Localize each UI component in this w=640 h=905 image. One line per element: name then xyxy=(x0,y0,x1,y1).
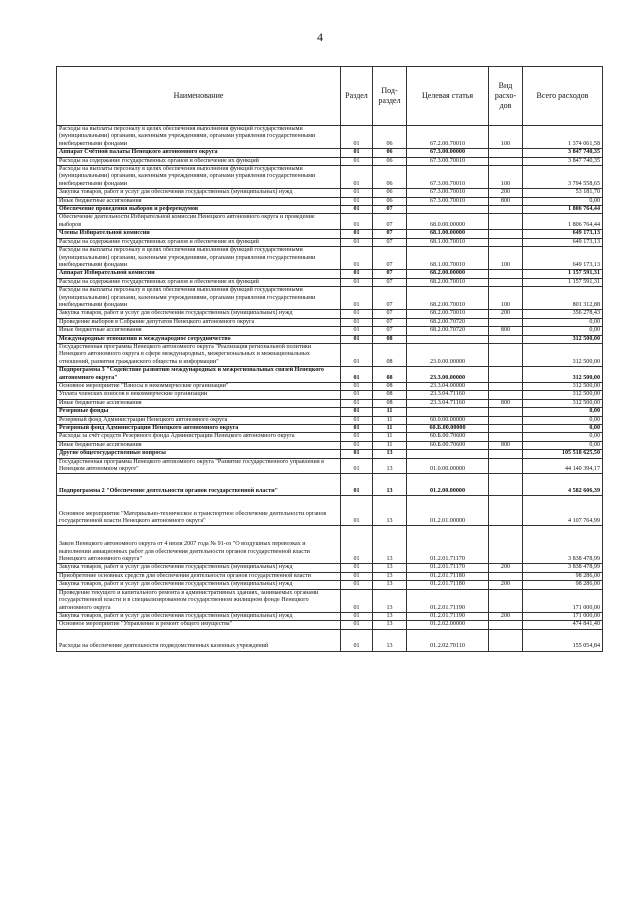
row-name: Основное мероприятие "Взносы в некоммерческие организации" xyxy=(57,383,341,391)
row-name: Закупка товаров, работ и услуг для обеспечения государственных (муниципальных) нужд xyxy=(57,564,341,572)
row-statya: 60.Б.00.70600 xyxy=(407,433,489,441)
row-vid xyxy=(489,157,523,165)
row-podrazdel: 08 xyxy=(373,399,407,407)
row-podrazdel: 11 xyxy=(373,433,407,441)
header-name: Наименование xyxy=(57,67,341,126)
row-vid: 800 xyxy=(489,197,523,205)
row-podrazdel: 06 xyxy=(373,166,407,189)
row-razdel: 01 xyxy=(341,166,373,189)
row-total: 801 312,88 xyxy=(523,287,603,310)
row-statya: 67.3.00.70010 xyxy=(407,157,489,165)
row-total: 3 847 740,35 xyxy=(523,157,603,165)
row-vid xyxy=(489,526,523,564)
row-podrazdel: 08 xyxy=(373,335,407,343)
row-name: Иные бюджетные ассигнования xyxy=(57,441,341,449)
row-podrazdel: 13 xyxy=(373,589,407,612)
page-number: 4 xyxy=(317,30,323,44)
row-vid xyxy=(489,149,523,157)
row-statya: 23.3.04.71160 xyxy=(407,399,489,407)
row-statya: 01.2.00.00000 xyxy=(407,474,489,496)
table-row xyxy=(57,441,603,449)
row-vid xyxy=(489,589,523,612)
row-name: Резервный фонд Администрации Ненецкого автономного округа xyxy=(57,425,341,433)
row-razdel: 01 xyxy=(341,149,373,157)
row-total: 0,00 xyxy=(523,327,603,335)
row-vid: 800 xyxy=(489,327,523,335)
table-row xyxy=(57,589,603,612)
row-statya: 23.3.04.71160 xyxy=(407,391,489,399)
row-name: Основное мероприятие "Материально-техническое и транспортное обеспечение деятельности органов государственной власти Ненецкого автономного округа" xyxy=(57,496,341,526)
row-podrazdel: 08 xyxy=(373,391,407,399)
row-statya: 01.2.01.71190 xyxy=(407,612,489,620)
row-razdel: 01 xyxy=(341,496,373,526)
row-total: 4 582 606,39 xyxy=(523,474,603,496)
row-vid xyxy=(489,230,523,238)
table-row xyxy=(57,496,603,526)
row-total: 171 000,00 xyxy=(523,589,603,612)
row-razdel: 01 xyxy=(341,621,373,629)
row-total: 312 500,00 xyxy=(523,367,603,383)
row-podrazdel: 08 xyxy=(373,383,407,391)
table-row xyxy=(57,629,603,651)
expenses-table xyxy=(56,66,603,652)
row-name: Обеспечение деятельности Избирательной комиссии Ненецкого автономного округа и проведение выборов xyxy=(57,214,341,230)
row-vid xyxy=(489,408,523,416)
row-total: 98 286,00 xyxy=(523,572,603,580)
row-total: 105 518 625,50 xyxy=(523,450,603,458)
row-vid xyxy=(489,450,523,458)
row-podrazdel: 07 xyxy=(373,278,407,286)
row-total: 53 181,70 xyxy=(523,189,603,197)
row-podrazdel: 07 xyxy=(373,327,407,335)
table-row xyxy=(57,327,603,335)
row-razdel: 01 xyxy=(341,157,373,165)
row-total: 312 500,00 xyxy=(523,399,603,407)
row-podrazdel: 06 xyxy=(373,157,407,165)
table-row xyxy=(57,238,603,246)
row-statya: 60.Б.00.70600 xyxy=(407,441,489,449)
header-podrazdel: Под-раздел xyxy=(373,67,407,126)
row-name: Проведение выборов в Собрание депутатов Ненецкого автономного округа xyxy=(57,318,341,326)
row-name: Международные отношения и международное сотрудничество xyxy=(57,335,341,343)
row-vid xyxy=(489,278,523,286)
row-razdel: 01 xyxy=(341,526,373,564)
row-name: Проведение текущего и капитального ремонта в административных зданиях, занимаемых органами государственной власти и в специализированном государственном жилищном фонде Ненецкого автономного округа xyxy=(57,589,341,612)
row-podrazdel: 06 xyxy=(373,189,407,197)
row-razdel: 01 xyxy=(341,441,373,449)
row-total: 4 107 764,99 xyxy=(523,496,603,526)
table-row xyxy=(57,343,603,366)
row-total: 3 847 740,35 xyxy=(523,149,603,157)
row-name: Расходы на содержание государственных органов и обеспечение их функций xyxy=(57,278,341,286)
row-total: 0,00 xyxy=(523,318,603,326)
row-vid xyxy=(489,474,523,496)
table-row xyxy=(57,287,603,310)
row-total: 649 173,13 xyxy=(523,247,603,270)
row-statya: 60.0.00.00000 xyxy=(407,416,489,424)
row-name: Резервный фонд Администрации Ненецкого автономного округа xyxy=(57,416,341,424)
row-podrazdel: 07 xyxy=(373,287,407,310)
row-vid xyxy=(489,458,523,474)
table-row xyxy=(57,197,603,205)
row-razdel: 01 xyxy=(341,230,373,238)
row-name: Расходы на выплаты персоналу в целях обеспечения выполнения функций государственными (муниципальными) органами, казенными учреждениями, органами управления государственными внебюджетными фондами xyxy=(57,166,341,189)
row-podrazdel: 13 xyxy=(373,496,407,526)
row-podrazdel: 13 xyxy=(373,629,407,651)
row-razdel: 01 xyxy=(341,247,373,270)
row-vid xyxy=(489,270,523,278)
row-name: Расходы за счёт средств Резервного фонда Администрации Ненецкого автономного округа xyxy=(57,433,341,441)
row-total: 155 054,84 xyxy=(523,629,603,651)
row-podrazdel: 07 xyxy=(373,214,407,230)
row-podrazdel: 08 xyxy=(373,367,407,383)
row-vid xyxy=(489,343,523,366)
row-name: Закупка товаров, работ и услуг для обеспечения государственных (муниципальных) нужд xyxy=(57,581,341,589)
table-row xyxy=(57,450,603,458)
row-razdel: 01 xyxy=(341,189,373,197)
row-total: 0,00 xyxy=(523,416,603,424)
row-vid: 200 xyxy=(489,310,523,318)
row-name: Аппарат Избирательной комиссии xyxy=(57,270,341,278)
row-name: Уплата членских взносов в некоммерческие организации xyxy=(57,391,341,399)
row-podrazdel: 06 xyxy=(373,126,407,149)
row-statya: 68.2.00.70720 xyxy=(407,327,489,335)
row-name: Иные бюджетные ассигнования xyxy=(57,399,341,407)
row-statya: 01.2.01.71180 xyxy=(407,572,489,580)
row-name: Расходы на содержание государственных органов и обеспечение их функций xyxy=(57,238,341,246)
row-vid: 200 xyxy=(489,189,523,197)
row-total: 312 500,00 xyxy=(523,383,603,391)
row-vid xyxy=(489,238,523,246)
table-row xyxy=(57,318,603,326)
row-statya: 01.2.01.71170 xyxy=(407,564,489,572)
row-podrazdel: 13 xyxy=(373,564,407,572)
table-row xyxy=(57,270,603,278)
row-razdel: 01 xyxy=(341,270,373,278)
row-podrazdel: 13 xyxy=(373,474,407,496)
row-statya: 60.Б.00.00000 xyxy=(407,425,489,433)
row-podrazdel: 13 xyxy=(373,450,407,458)
row-total: 3 838 478,99 xyxy=(523,564,603,572)
row-statya xyxy=(407,408,489,416)
row-statya: 01.2.01.71180 xyxy=(407,581,489,589)
row-name: Иные бюджетные ассигнования xyxy=(57,327,341,335)
row-vid xyxy=(489,214,523,230)
row-statya: 67.3.00.70010 xyxy=(407,166,489,189)
table-row xyxy=(57,526,603,564)
row-razdel: 01 xyxy=(341,433,373,441)
row-podrazdel: 13 xyxy=(373,572,407,580)
row-statya: 68.2.00.00000 xyxy=(407,270,489,278)
row-razdel: 01 xyxy=(341,238,373,246)
table-row xyxy=(57,189,603,197)
row-statya: 01.0.00.00000 xyxy=(407,458,489,474)
row-razdel: 01 xyxy=(341,343,373,366)
row-razdel: 01 xyxy=(341,278,373,286)
row-podrazdel: 13 xyxy=(373,458,407,474)
row-total: 356 278,43 xyxy=(523,310,603,318)
row-vid xyxy=(489,335,523,343)
row-name: Приобретение основных средств для обеспечения деятельности органов государственной власти xyxy=(57,572,341,580)
row-razdel: 01 xyxy=(341,197,373,205)
row-vid xyxy=(489,206,523,214)
row-podrazdel: 13 xyxy=(373,526,407,564)
row-razdel: 01 xyxy=(341,287,373,310)
table-row xyxy=(57,278,603,286)
row-total: 1 374 061,58 xyxy=(523,126,603,149)
row-name: Расходы на выплаты персоналу в целях обеспечения выполнения функций государственными (муниципальными) органами, казенными учреждениями, органами управления государственными внебюджетными фондами xyxy=(57,287,341,310)
row-statya: 68.2.00.70010 xyxy=(407,287,489,310)
row-name: Закон Ненецкого автономного округа от 4 июля 2007 года № 91-оз "О воздушных перевозках и выполнении авиационных работ для обеспечения деятельности органов государственной власти Ненецкого автономного округа" xyxy=(57,526,341,564)
row-vid: 100 xyxy=(489,166,523,189)
row-podrazdel: 11 xyxy=(373,408,407,416)
row-podrazdel: 13 xyxy=(373,621,407,629)
table-row xyxy=(57,166,603,189)
row-statya: 67.3.00.70010 xyxy=(407,197,489,205)
row-razdel: 01 xyxy=(341,327,373,335)
row-name: Члены Избирательной комиссии xyxy=(57,230,341,238)
table-row xyxy=(57,458,603,474)
row-total: 1 806 764,44 xyxy=(523,214,603,230)
row-name: Обеспечение проведения выборов и референдумов xyxy=(57,206,341,214)
row-vid xyxy=(489,572,523,580)
row-statya: 01.2.02.70110 xyxy=(407,629,489,651)
row-total: 98 286,00 xyxy=(523,581,603,589)
row-vid xyxy=(489,383,523,391)
row-razdel: 01 xyxy=(341,206,373,214)
row-name: Государственная программа Ненецкого автономного округа "Развитие государственного управления в Ненецком автономном округе" xyxy=(57,458,341,474)
row-razdel: 01 xyxy=(341,589,373,612)
row-razdel: 01 xyxy=(341,310,373,318)
row-vid: 100 xyxy=(489,287,523,310)
row-statya: 23.0.00.00000 xyxy=(407,343,489,366)
row-podrazdel: 13 xyxy=(373,581,407,589)
row-podrazdel: 07 xyxy=(373,270,407,278)
row-statya: 67.3.00.00000 xyxy=(407,149,489,157)
row-podrazdel: 11 xyxy=(373,441,407,449)
table-row xyxy=(57,408,603,416)
row-razdel: 01 xyxy=(341,581,373,589)
row-statya: 01.2.01.71190 xyxy=(407,589,489,612)
row-vid: 200 xyxy=(489,612,523,620)
row-statya: 01.2.01.71170 xyxy=(407,526,489,564)
row-total: 171 000,00 xyxy=(523,612,603,620)
row-total: 1 157 591,31 xyxy=(523,270,603,278)
table-row xyxy=(57,416,603,424)
row-statya: 68.1.00.00000 xyxy=(407,230,489,238)
table-row xyxy=(57,214,603,230)
row-total: 0,00 xyxy=(523,408,603,416)
row-name: Иные бюджетные ассигнования xyxy=(57,197,341,205)
table-row xyxy=(57,399,603,407)
row-total: 44 140 394,17 xyxy=(523,458,603,474)
row-razdel: 01 xyxy=(341,564,373,572)
row-total: 1 806 764,44 xyxy=(523,206,603,214)
row-name: Расходы на выплаты персоналу в целях обеспечения выполнения функций государственными (муниципальными) органами, казенными учреждениями, органами управления государственными внебюджетными фондами xyxy=(57,247,341,270)
row-podrazdel: 07 xyxy=(373,247,407,270)
table-row xyxy=(57,612,603,620)
row-razdel: 01 xyxy=(341,458,373,474)
row-statya: 67.3.00.70010 xyxy=(407,189,489,197)
row-razdel: 01 xyxy=(341,612,373,620)
header-total: Всего расходов xyxy=(523,67,603,126)
header-vid: Вид расхо-дов xyxy=(489,67,523,126)
table-row xyxy=(57,335,603,343)
row-podrazdel: 08 xyxy=(373,343,407,366)
row-podrazdel: 06 xyxy=(373,197,407,205)
table-row xyxy=(57,230,603,238)
row-statya xyxy=(407,450,489,458)
row-podrazdel: 11 xyxy=(373,425,407,433)
row-total: 312 500,00 xyxy=(523,343,603,366)
table-header-row xyxy=(57,67,603,126)
row-total: 3 838 478,99 xyxy=(523,526,603,564)
row-razdel: 01 xyxy=(341,416,373,424)
row-statya xyxy=(407,335,489,343)
table-row xyxy=(57,149,603,157)
row-statya: 68.2.00.70010 xyxy=(407,278,489,286)
row-podrazdel: 07 xyxy=(373,310,407,318)
table-row xyxy=(57,126,603,149)
row-vid: 800 xyxy=(489,399,523,407)
row-razdel: 01 xyxy=(341,367,373,383)
table-row xyxy=(57,572,603,580)
row-vid: 800 xyxy=(489,441,523,449)
row-statya: 68.2.00.70010 xyxy=(407,310,489,318)
row-total: 649 173,13 xyxy=(523,238,603,246)
row-statya: 23.3.00.00000 xyxy=(407,367,489,383)
table-row xyxy=(57,425,603,433)
table-row xyxy=(57,391,603,399)
row-name: Аппарат Счётной палаты Ненецкого автономного округа xyxy=(57,149,341,157)
row-total: 0,00 xyxy=(523,197,603,205)
row-name: Государственная программа Ненецкого автономного округа "Реализация региональной политики Ненецкого автономного округа в сфере международных, межрегиональных и межнациональных отношений, развития гражданского общества и информации" xyxy=(57,343,341,366)
row-total: 3 794 558,65 xyxy=(523,166,603,189)
row-vid xyxy=(489,318,523,326)
row-razdel: 01 xyxy=(341,399,373,407)
row-vid xyxy=(489,391,523,399)
row-podrazdel: 11 xyxy=(373,416,407,424)
row-razdel: 01 xyxy=(341,214,373,230)
row-statya xyxy=(407,206,489,214)
row-name: Другие общегосударственные вопросы xyxy=(57,450,341,458)
row-vid xyxy=(489,621,523,629)
row-name: Подпрограмма 3 "Содействие развитию международных и межрегиональных связей Ненецкого автономного округа" xyxy=(57,367,341,383)
row-razdel: 01 xyxy=(341,474,373,496)
row-total: 0,00 xyxy=(523,441,603,449)
row-name: Расходы на выплаты персоналу в целях обеспечения выполнения функций государственными (муниципальными) органами, казенными учреждениями, органами управления государственными внебюджетными фондами xyxy=(57,126,341,149)
row-podrazdel: 07 xyxy=(373,318,407,326)
row-razdel: 01 xyxy=(341,383,373,391)
table-row xyxy=(57,621,603,629)
row-statya: 67.2.00.70010 xyxy=(407,126,489,149)
row-podrazdel: 06 xyxy=(373,149,407,157)
row-vid: 200 xyxy=(489,564,523,572)
header-statya: Целевая статья xyxy=(407,67,489,126)
table-row xyxy=(57,206,603,214)
row-total: 649 173,13 xyxy=(523,230,603,238)
row-vid: 100 xyxy=(489,126,523,149)
table-row xyxy=(57,247,603,270)
row-vid xyxy=(489,367,523,383)
row-total: 0,00 xyxy=(523,425,603,433)
row-razdel: 01 xyxy=(341,572,373,580)
table-row xyxy=(57,367,603,383)
row-statya: 68.0.00.00000 xyxy=(407,214,489,230)
row-razdel: 01 xyxy=(341,629,373,651)
row-vid xyxy=(489,416,523,424)
row-statya: 01.2.02.00000 xyxy=(407,621,489,629)
row-razdel: 01 xyxy=(341,425,373,433)
row-podrazdel: 07 xyxy=(373,238,407,246)
table-row xyxy=(57,581,603,589)
row-total: 312 500,00 xyxy=(523,391,603,399)
row-vid xyxy=(489,425,523,433)
row-name: Закупка товаров, работ и услуг для обеспечения государственных (муниципальных) нужд xyxy=(57,189,341,197)
row-name: Закупка товаров, работ и услуг для обеспечения государственных (муниципальных) нужд xyxy=(57,310,341,318)
table-row xyxy=(57,383,603,391)
row-name: Подпрограмма 2 "Обеспечение деятельности органов государственной власти" xyxy=(57,474,341,496)
row-podrazdel: 07 xyxy=(373,230,407,238)
row-name: Закупка товаров, работ и услуг для обеспечения государственных (муниципальных) нужд xyxy=(57,612,341,620)
header-razdel: Раздел xyxy=(341,67,373,126)
row-vid: 200 xyxy=(489,581,523,589)
row-statya: 01.2.01.00000 xyxy=(407,496,489,526)
row-razdel: 01 xyxy=(341,391,373,399)
table-row xyxy=(57,310,603,318)
table-row xyxy=(57,433,603,441)
row-statya: 68.1.00.70010 xyxy=(407,247,489,270)
row-total: 474 841,40 xyxy=(523,621,603,629)
row-statya: 68.1.00.70010 xyxy=(407,238,489,246)
row-vid xyxy=(489,433,523,441)
row-name: Расходы на содержание государственных органов и обеспечение их функций xyxy=(57,157,341,165)
table-row xyxy=(57,157,603,165)
row-razdel: 01 xyxy=(341,318,373,326)
row-vid: 100 xyxy=(489,247,523,270)
row-total: 0,00 xyxy=(523,433,603,441)
row-vid xyxy=(489,629,523,651)
row-name: Расходы на обеспечение деятельности подведомственных казенных учреждений xyxy=(57,629,341,651)
row-razdel: 01 xyxy=(341,450,373,458)
table-row xyxy=(57,564,603,572)
table-row xyxy=(57,474,603,496)
row-statya: 68.2.00.70720 xyxy=(407,318,489,326)
row-razdel: 01 xyxy=(341,126,373,149)
row-statya: 23.3.04.00000 xyxy=(407,383,489,391)
row-razdel: 01 xyxy=(341,335,373,343)
row-total: 1 157 591,31 xyxy=(523,278,603,286)
row-podrazdel: 13 xyxy=(373,612,407,620)
row-name: Резервные фонды xyxy=(57,408,341,416)
row-name: Основное мероприятие "Управление и ремонт общего имущества" xyxy=(57,621,341,629)
row-podrazdel: 07 xyxy=(373,206,407,214)
row-razdel: 01 xyxy=(341,408,373,416)
row-vid xyxy=(489,496,523,526)
row-total: 312 500,00 xyxy=(523,335,603,343)
